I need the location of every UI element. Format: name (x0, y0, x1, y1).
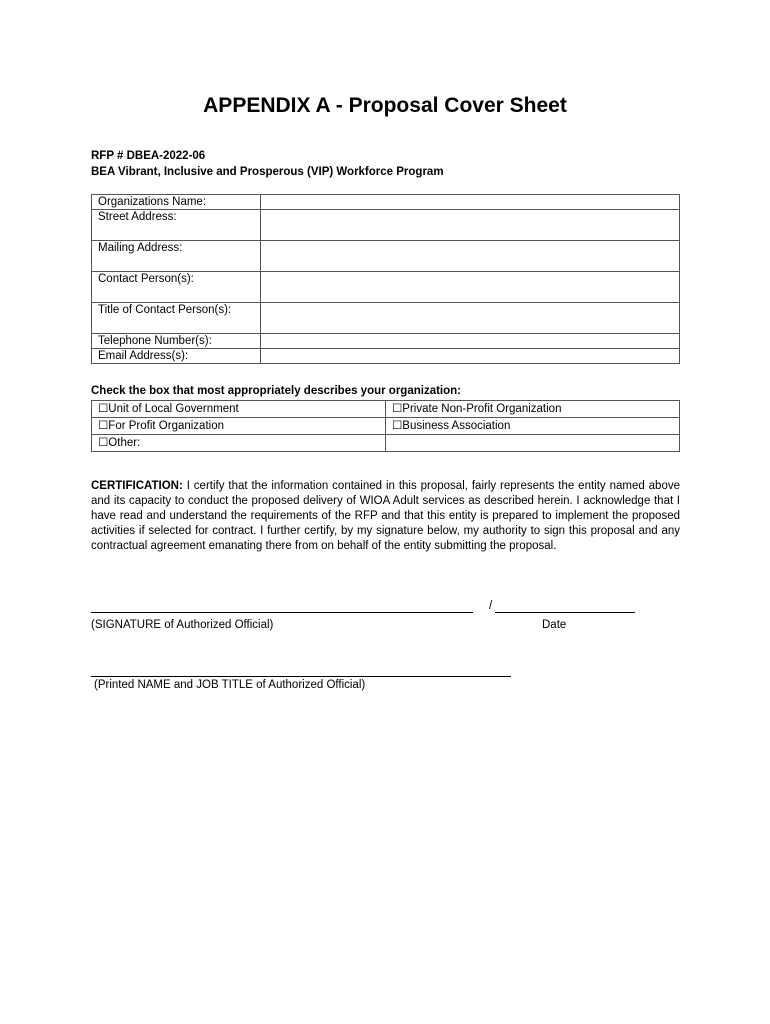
printed-name-label: (Printed NAME and JOB TITLE of Authorized Official) (94, 679, 366, 691)
table-row (92, 195, 680, 210)
email-label: Email Address(s): (92, 349, 261, 364)
organization-info-table (91, 194, 680, 364)
mailing-address-label: Mailing Address: (92, 241, 261, 272)
signature-label: (SIGNATURE of Authorized Official) (91, 619, 274, 631)
street-address-field[interactable] (261, 210, 680, 241)
empty-cell (386, 435, 680, 452)
org-type-table (91, 400, 680, 452)
table-row (92, 303, 680, 334)
certification-paragraph (91, 479, 680, 554)
certification-text: I certify that the information contained in this proposal, fairly represents the entity named above and its capacity to conduct the proposed delivery of WIOA Adult services as described herein. I acknowledge that I have read and understand the requirements of the RFP and that this entity is prepared to implement the proposed activities if selected for contract. I further certify, by my signature below, my authority to sign this proposal and any contractual agreement emanating there from on behalf of the entity submitting the proposal. (91, 480, 680, 552)
contact-title-label: Title of Contact Person(s): (92, 303, 261, 334)
table-row (92, 334, 680, 349)
table-row (92, 349, 680, 364)
mailing-address-field[interactable] (261, 241, 680, 272)
org-name-field[interactable] (261, 195, 680, 210)
org-type-heading: Check the box that most appropriately describes your organization: (91, 385, 461, 397)
telephone-label: Telephone Number(s): (92, 334, 261, 349)
date-label: Date (542, 619, 567, 631)
telephone-field[interactable] (261, 334, 680, 349)
date-line[interactable] (495, 612, 635, 613)
program-name: BEA Vibrant, Inclusive and Prosperous (VIP) Workforce Program (91, 166, 444, 178)
contact-title-field[interactable] (261, 303, 680, 334)
checkbox-private-nonprofit[interactable]: ☐Private Non-Profit Organization (386, 401, 680, 418)
checkbox-business-association[interactable]: ☐Business Association (386, 418, 680, 435)
date-slash: / (489, 600, 493, 612)
page-title: APPENDIX A - Proposal Cover Sheet (203, 94, 567, 117)
contact-person-label: Contact Person(s): (92, 272, 261, 303)
checkbox-local-government[interactable]: ☐Unit of Local Government (92, 401, 386, 418)
email-field[interactable] (261, 349, 680, 364)
signature-line[interactable] (91, 612, 473, 613)
table-row (92, 435, 680, 452)
rfp-number: RFP # DBEA-2022-06 (91, 150, 206, 162)
table-row (92, 272, 680, 303)
contact-person-field[interactable] (261, 272, 680, 303)
table-row (92, 210, 680, 241)
certification-lead: CERTIFICATION: (91, 480, 183, 492)
checkbox-for-profit[interactable]: ☐For Profit Organization (92, 418, 386, 435)
checkbox-other[interactable]: ☐Other: (92, 435, 386, 452)
table-row (92, 241, 680, 272)
table-row (92, 418, 680, 435)
table-row (92, 401, 680, 418)
printed-name-line[interactable] (91, 676, 511, 677)
org-name-label: Organizations Name: (92, 195, 261, 210)
street-address-label: Street Address: (92, 210, 261, 241)
